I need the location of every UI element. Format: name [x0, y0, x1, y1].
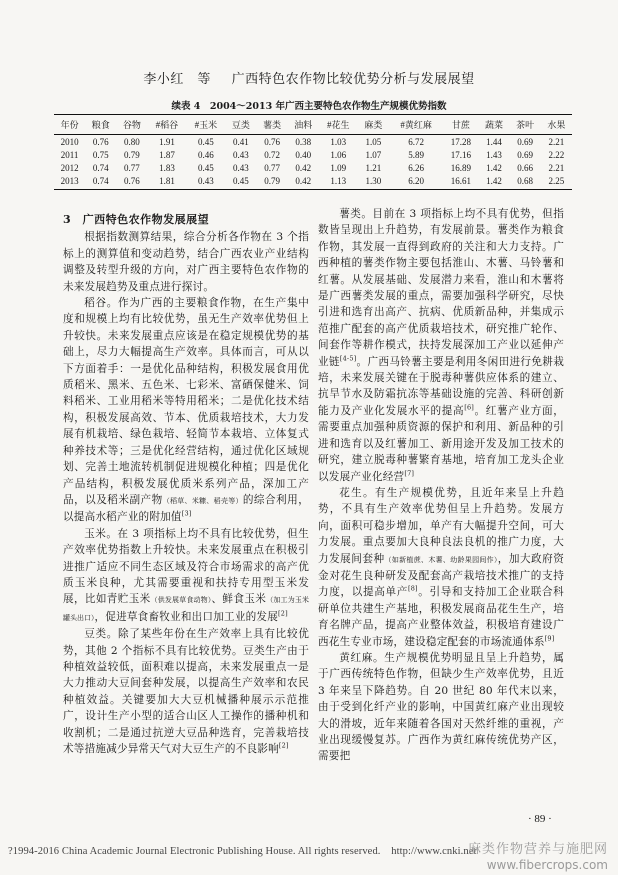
- right-column: [318, 206, 564, 765]
- table-row: [54, 148, 572, 161]
- table-header-cell: 薯类: [257, 115, 288, 135]
- table-cell: 0.69: [517, 136, 534, 147]
- table-cell: 0.72: [264, 149, 280, 160]
- table-cell: 1.81: [147, 174, 186, 189]
- table-cell: 2012: [60, 162, 79, 173]
- table-cell: 16.89: [450, 162, 472, 173]
- table-cell: 1.43: [486, 149, 502, 160]
- table-cell: 1.91: [159, 136, 175, 147]
- data-table: [54, 114, 572, 190]
- table-header-cell: 茶叶: [510, 115, 541, 135]
- table-cell: 0.43: [233, 149, 249, 160]
- table-cell: 1.07: [365, 149, 382, 160]
- copyright-footer: [8, 846, 476, 857]
- table-header-cell: 麻类: [358, 115, 389, 135]
- table-cell: 5.89: [408, 149, 425, 160]
- citation: [7]: [404, 468, 415, 477]
- table-cell: 0.42: [288, 174, 319, 189]
- footer-link[interactable]: http://www.cnki.net: [391, 846, 477, 857]
- table-cell: 0.42: [295, 162, 312, 173]
- table-header-cell: 甘蔗: [443, 115, 478, 135]
- paragraph-tubers: 薯类。目前在 3 项指标上均不具有优势，但指数皆呈现出上升趋势，有发展前景。薯类作为粮食作物，其发展一直得到政府的关注和大力支持。广西种植的薯类作物主要包括淮山、木薯、马铃薯和红薯。从发展基础、发展潜力来看，淮山和木薯将是广西薯类发展的重点，需要加强科学研究，尽快引进和选育出高产、抗病、优质新品种，并集成示范推广配套的高产优质栽培技术，研究推广轮作、间套作等耕作模式，扶持发展深加工产业以延伸产业链[4-5]。广西马铃薯主要是利用冬闲田进行免耕栽培，未来发展关键在于脱毒种薯供应体系的建立、抗旱节水及防霜抗冻等基础设施的完善、科研创新能力及产业化发展水平的提高[6]。红薯产业方面，需要重点加强种质资源的保护和利用、新品种的引进和选育以及红薯加工、新用途开发及加工技术的研究，建立脱毒种薯繁育基地，培育加工龙头企业以发展产业化经营[7]: [318, 208, 564, 483]
- table-row: [54, 135, 572, 149]
- table-cell: 0.46: [198, 149, 214, 160]
- table-row: [54, 161, 572, 174]
- table-header-cell: 谷物: [116, 115, 147, 135]
- header-authors: 李小红 等: [143, 72, 211, 87]
- table-cell: 0.40: [295, 149, 312, 160]
- table-cell: 0.76: [264, 136, 280, 147]
- table-cell: 0.75: [92, 149, 109, 160]
- watermark-text: 麻类作物营养与施肥网: [467, 842, 608, 857]
- running-header: [0, 68, 618, 87]
- citation: [2]: [278, 609, 288, 618]
- table-header-cell: 豆类: [225, 115, 256, 135]
- table-cell: 1.87: [159, 149, 175, 160]
- citation: [4-5]: [339, 354, 357, 363]
- table-cell: 2.21: [548, 136, 565, 147]
- page-number: · 89 ·: [528, 813, 552, 825]
- table-cell: 0.43: [233, 162, 249, 173]
- table-cell: 0.41: [233, 136, 249, 147]
- table-cell: 1.42: [486, 162, 502, 173]
- table-cell: 0.68: [510, 174, 541, 189]
- table-cell: 1.21: [365, 162, 382, 173]
- copyright-text: ?1994-2016 China Academic Journal Electronic Publishing House. All rights reserved.: [8, 846, 381, 857]
- table-header-cell: 水果: [541, 115, 572, 135]
- table-cell: 6.26: [408, 162, 425, 173]
- table-cell: 0.38: [295, 136, 312, 147]
- table-cell: 0.45: [198, 162, 214, 173]
- table-cell: 2.22: [548, 149, 565, 160]
- inline-note: （如新植蔗、木薯、幼龄果园间作）: [384, 555, 498, 564]
- table-caption: 续表 4 2004～2013 年广西主要特色农作物生产规模优势指数: [171, 101, 447, 112]
- table-header-cell: 油料: [288, 115, 319, 135]
- table-cell: 0.74: [92, 162, 109, 173]
- table-cell: 0.79: [257, 174, 288, 189]
- watermark: [468, 838, 608, 872]
- table-cell: 17.16: [450, 149, 472, 160]
- paragraph-beans: 豆类。除了某些年份在生产效率上具有比较优势，其他 2 个指标不具有比较优势。豆类生产由于种植效益较低，面积难以提高，未来发展重点一是大力推动大豆间套种发展，以提高生产效率和农民种植效益。关键要加大大豆机械播种展示示范推广，设计生产小型的适合山区人工操作的播种机和收割机；二是通过抗逆大豆品种选育，完善栽培技术等措施减少异常天气对大豆生产的不良影响[2]: [63, 628, 309, 755]
- table-header-cell: 蔬菜: [478, 115, 509, 135]
- table-cell: 6.72: [408, 136, 425, 147]
- table-row: [54, 174, 572, 189]
- table-cell: 17.28: [450, 136, 472, 147]
- table-header-cell: #稻谷: [147, 115, 186, 135]
- table-cell: 2.21: [548, 162, 565, 173]
- table-cell: 1.06: [330, 149, 347, 160]
- table-cell: 2013: [54, 174, 85, 189]
- section-heading: 3 广西特色农作物发展展望: [63, 213, 210, 226]
- left-column: [63, 212, 309, 757]
- paragraph-corn: 玉米。在 3 项指标上均不具有比较优势，但生产效率优势指数上升较快。未来发展重点在积极引进推广适应不同生态区域及符合市场需求的高产优质玉米良种，尤其需要重视和扶持专用型玉米发展，比如青贮玉米（供发展草食动物）、鲜食玉米（加工为玉米罐头出口），促进草食畜牧业和出口加工业的发展[2]: [63, 527, 310, 623]
- citation: [3]: [181, 509, 192, 518]
- citation: [8]: [407, 584, 418, 593]
- table-cell: 0.77: [124, 162, 140, 173]
- citation: [6]: [464, 403, 475, 412]
- paragraph-rice: 稻谷。作为广西的主要粮食作物，在生产集中度和规模上均有比较优势，虽无生产效率优势但上升较快。未来发展重点应该是在稳定规模优势的基础上，尽力大幅提高生产效率。具体而言，可从以下方面着手：一是优化品种结构，积极发展食用优质稻米、黑米、五色米、七彩米、富硒保健米、饲料稻米、工业用稻米等特用稻米；二是优化技术结构，积极发展高效、节本、优质栽培技术，大力发展有机栽培、绿色栽培、轻简节本栽培、立体复式种养技术等；三是优化经营结构，通过优化区域规划、完善土地流转机制促进规模化种植；四是优化产品结构，积极发展优质米系列产品，深加工产品，以及稻米副产物（稻草、米糠、稻壳等）的综合利用，以提高水稻产业的附加值[3]: [63, 297, 310, 524]
- table-cell: 1.44: [486, 136, 502, 147]
- paragraph-peanut: 花生。有生产规模优势，且近年来呈上升趋势，不具有生产效率优势但呈上升趋势。发展方向，面积可稳步增加，单产有大幅提升空间，可大力发展。重点要加大良种良法良机的推广力度，大力发展间套种（如新植蔗、木薯、幼龄果园间作），加大政府资金对花生良种研发及配套高产栽培技术推广的支持力度，以提高单产[8]。引导和支持加工企业联合科研单位共建生产基地，积极发展商品花生生产，培育名牌产品，提高产业整体效益，积极培育建设广西花生专业市场，建设稳定配套的市场流通体系[9]: [318, 486, 565, 648]
- table-cell: 0.76: [116, 174, 147, 189]
- table-header-cell: #花生: [319, 115, 358, 135]
- table-cell: 0.69: [517, 149, 534, 160]
- table-cell: 1.42: [478, 174, 509, 189]
- table-cell: 0.66: [517, 162, 534, 173]
- table-cell: 0.76: [92, 136, 109, 147]
- inline-note: （稻草、米糠、稻壳等）: [162, 496, 243, 505]
- table-header-cell: #黄红麻: [389, 115, 444, 135]
- header-title: 广西特色农作物比较优势分析与发展展望: [231, 72, 475, 87]
- table-cell: 2011: [60, 149, 79, 160]
- table-cell: 1.05: [365, 136, 382, 147]
- table-cell: 0.45: [198, 136, 214, 147]
- table-cell: 0.77: [264, 162, 280, 173]
- table-cell: 0.79: [124, 149, 140, 160]
- table-cell: 0.45: [225, 174, 256, 189]
- table-cell: 1.13: [319, 174, 358, 189]
- paragraph-intro: 根据指数测算结果，综合分析各作物在 3 个指标上的测算值和变动趋势，结合广西农业产业结构调整及转型升级的方向，对广西主要特色农作物的未来发展趋势及重点进行探讨。: [63, 231, 309, 293]
- table-cell: 1.03: [330, 136, 347, 147]
- table-header-cell: 年份: [54, 115, 85, 135]
- table-header-cell: #玉米: [186, 115, 225, 135]
- table-header-row: [54, 115, 572, 135]
- citation: [9]: [544, 634, 555, 643]
- paragraph-jute: 黄红麻。生产规模优势明显且呈上升趋势，属于广西传统特色作物，但缺少生产效率优势，且近 3 年来呈下降趋势。自 20 世纪 80 年代末以来，由于受到化纤产业的影响，中国黄红麻产业出现较大的滑坡，近年来随着各国对天然纤维的重视，产业出现缓慢复苏。广西作为黄红麻传统优势产区，需要把: [318, 651, 564, 763]
- inline-note: （供发展草食动物）: [150, 596, 212, 605]
- table-cell: 0.80: [124, 136, 140, 147]
- table-cell: 2010: [60, 136, 79, 147]
- inline-note: （加工为玉米罐头出口）: [63, 596, 310, 622]
- table-cell: 1.83: [159, 162, 175, 173]
- table-cell: 16.61: [443, 174, 478, 189]
- table-header-cell: 粮食: [85, 115, 116, 135]
- table-cell: 1.30: [358, 174, 389, 189]
- table-cell: 2.25: [541, 174, 572, 189]
- table-cell: 1.09: [330, 162, 347, 173]
- table-cell: 0.43: [186, 174, 225, 189]
- citation: [2]: [278, 741, 289, 750]
- watermark-url: www.fibercrops.com: [486, 858, 608, 872]
- table-cell: 0.74: [85, 174, 116, 189]
- table-cell: 6.20: [389, 174, 444, 189]
